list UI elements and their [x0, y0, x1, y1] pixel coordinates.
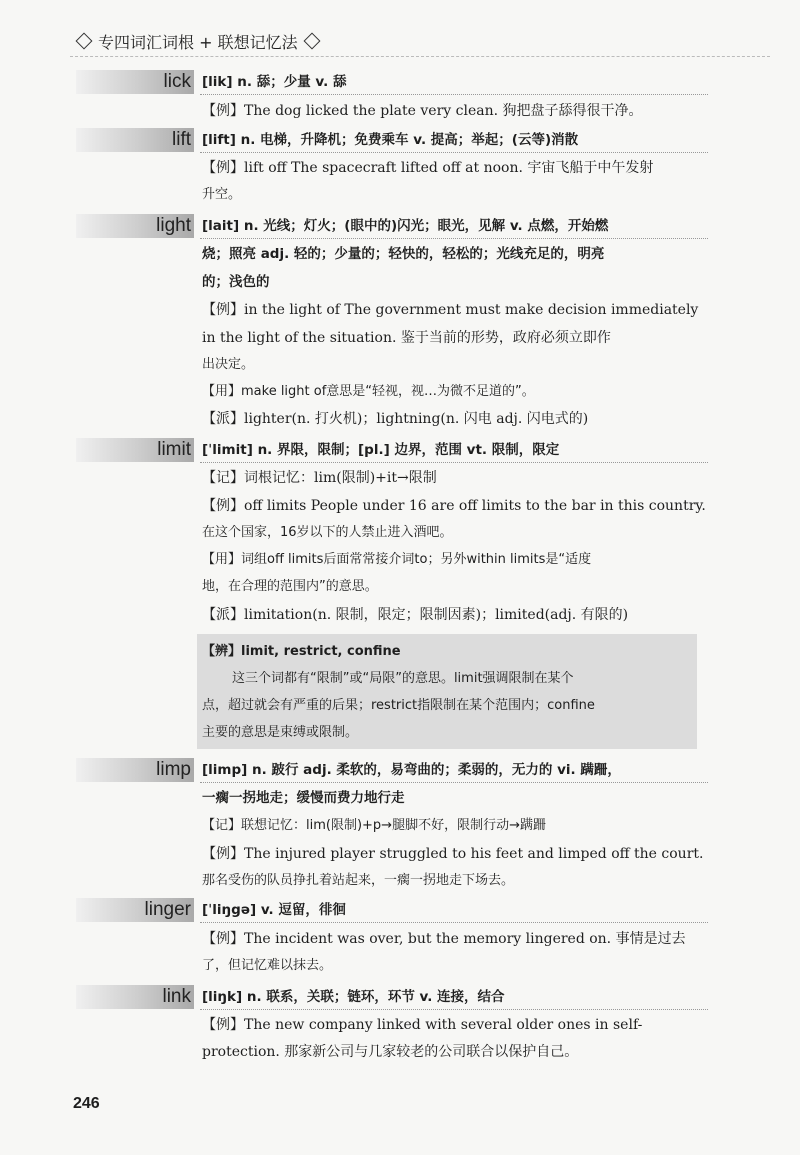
- entry-example: 【例】The dog licked the plate very clean. 狗把盘子舔得很干净。: [202, 103, 643, 119]
- entry-derivatives: 【派】limitation(n. 限制，限定；限制因素)；limited(adj. 有限的): [202, 607, 629, 623]
- headword-limp: limp: [76, 758, 194, 782]
- entry-example: 升空。: [202, 187, 242, 202]
- headword-rule: [200, 94, 708, 95]
- headword-light: light: [76, 214, 194, 238]
- headword-linger: linger: [76, 898, 194, 922]
- headword-lick: lick: [76, 70, 194, 94]
- entry-definition: 一瘸一拐地走；缓慢而费力地行走: [202, 790, 405, 806]
- entry-definition: [liŋk] n. 联系，关联；链环，环节 v. 连接，结合: [202, 989, 505, 1005]
- entry-definition: [limp] n. 跛行 adj. 柔软的，易弯曲的；柔弱的，无力的 vi. 蹒跚，: [202, 762, 621, 778]
- headword-lift: lift: [76, 128, 194, 152]
- entry-example: 【例】The incident was over, but the memory lingered on. 事情是过去: [202, 931, 686, 947]
- entry-usage: 【用】词组off limits后面常常接介词to；另外within limits是“适度: [202, 552, 592, 567]
- headword-limit: limit: [76, 438, 194, 462]
- headword-link: link: [76, 985, 194, 1009]
- entry-definition: [lait] n. 光线；灯火；(眼中的)闪光；眼光，见解 v. 点燃，开始燃: [202, 218, 609, 234]
- page-number: 246: [73, 1095, 100, 1112]
- distinction-text: 主要的意思是束缚或限制。: [202, 725, 359, 740]
- headword-rule: [200, 1009, 708, 1010]
- running-header: [70, 26, 770, 56]
- headword-rule: [200, 152, 708, 153]
- entry-example: 【例】lift off The spacecraft lifted off at noon. 宇宙飞船于中午发射: [202, 160, 654, 176]
- headword-rule: [200, 922, 708, 923]
- entry-example: in the light of the situation. 鉴于当前的形势，政府必须立即作: [202, 330, 611, 346]
- entry-definition: [ˈliŋgə] v. 逗留，徘徊: [202, 902, 346, 918]
- header-title: 专四词汇词根 + 联想记忆法: [98, 32, 298, 52]
- entry-example: 【例】in the light of The government must make decision immediately: [202, 302, 699, 318]
- entry-example: 了，但记忆难以抹去。: [202, 958, 333, 973]
- entry-memory: 【记】词根记忆：lim(限制)+it→限制: [202, 470, 437, 486]
- entry-definition: 烧；照亮 adj. 轻的；少量的；轻快的，轻松的；光线充足的，明亮: [202, 246, 605, 262]
- diamond-icon: [303, 33, 320, 50]
- entry-example: 【例】off limits People under 16 are off limits to the bar in this country.: [202, 498, 706, 514]
- entry-example: 那名受伤的队员挣扎着站起来，一瘸一拐地走下场去。: [202, 873, 515, 888]
- entry-example: 出决定。: [202, 357, 255, 372]
- entry-usage: 【用】make light of意思是“轻视，视…为微不足道的”。: [202, 384, 535, 399]
- entry-example: 【例】The injured player struggled to his feet and limped off the court.: [202, 846, 704, 862]
- header-divider: [70, 56, 770, 57]
- headword-rule: [200, 238, 708, 239]
- distinction-text: 点，超过就会有严重的后果；restrict指限制在某个范围内；confine: [202, 698, 595, 713]
- diamond-icon: [76, 33, 93, 50]
- entry-definition: [lift] n. 电梯，升降机；免费乘车 v. 提高；举起；(云等)消散: [202, 132, 579, 148]
- headword-rule: [200, 462, 708, 463]
- entry-usage: 地，在合理的范围内”的意思。: [202, 579, 378, 594]
- entry-example: 【例】The new company linked with several older ones in self-: [202, 1017, 643, 1033]
- entry-definition: 的；浅色的: [202, 274, 270, 290]
- entry-definition: [ˈlimit] n. 界限，限制；[pl.] 边界，范围 vt. 限制，限定: [202, 442, 560, 458]
- entry-example: 在这个国家，16岁以下的人禁止进入酒吧。: [202, 525, 453, 540]
- entry-derivatives: 【派】lighter(n. 打火机)；lightning(n. 闪电 adj. 闪电式的): [202, 411, 589, 427]
- distinction-title: 【辨】limit, restrict, confine: [202, 644, 401, 659]
- distinction-text: 这三个词都有“限制”或“局限”的意思。limit强调限制在某个: [232, 671, 574, 686]
- entry-example: protection. 那家新公司与几家较老的公司联合以保护自己。: [202, 1044, 579, 1060]
- entry-memory: 【记】联想记忆：lim(限制)+p→腿脚不好，限制行动→蹒跚: [202, 818, 546, 833]
- entry-definition: [lik] n. 舔；少量 v. 舔: [202, 74, 347, 90]
- headword-rule: [200, 782, 708, 783]
